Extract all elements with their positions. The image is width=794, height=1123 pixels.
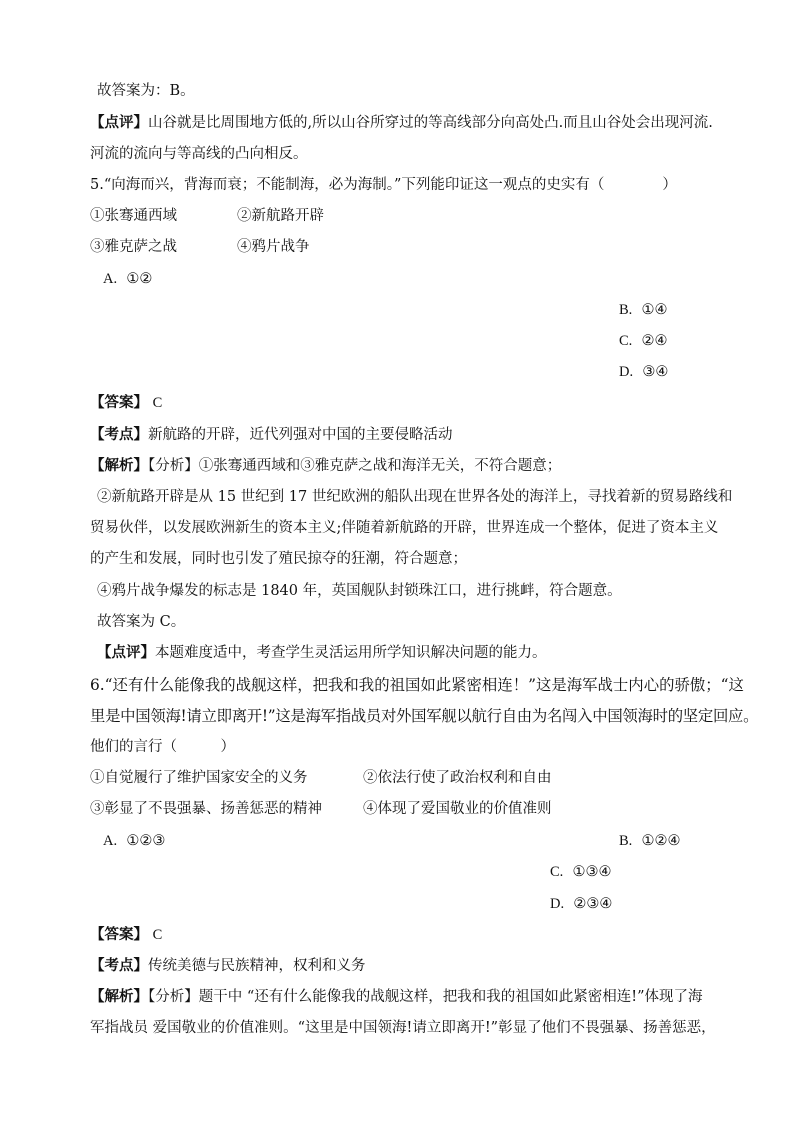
q6-stem-3: 他们的言行（ ） — [90, 739, 235, 755]
q6-item-2: ②依法行使了政治权利和自由 — [363, 770, 552, 786]
q5-option-b — [619, 303, 668, 318]
q5-jiexi-4: 的产生和发展，同时也引发了殖民掠夺的狂潮，符合题意； — [90, 551, 467, 567]
q6-option-b — [619, 834, 681, 849]
option-letter: A. — [103, 271, 118, 287]
option-text: ③④ — [642, 364, 669, 380]
q4-answer-line: 故答案为：B。 — [97, 83, 195, 99]
option-letter: C. — [619, 333, 633, 349]
q5-option-a — [103, 272, 152, 287]
q6-item-1: ①自觉履行了维护国家安全的义务 — [90, 770, 308, 786]
option-letter: B. — [619, 833, 633, 849]
answer-tag: 【答案】 — [90, 394, 148, 411]
option-text: ①②③ — [126, 833, 166, 849]
dianping-text: 本题难度适中，考查学生灵活运用所学知识解决问题的能力。 — [155, 645, 547, 661]
q5-item-3: ③雅克萨之战 — [90, 239, 177, 255]
q5-item-4: ④鸦片战争 — [237, 239, 310, 255]
option-letter: D. — [550, 896, 565, 912]
q6-jiexi-2: 军指战员 爱国敬业的价值准则。“这里是中国领海!请立即离开!”彰显了他们不畏强暴、扬善惩恶， — [90, 1020, 716, 1036]
q6-stem-2: 里是中国领海!请立即离开!”这是海军指战员对外国军舰以航行自由为名闯入中国领海时的坚定回应。 — [90, 707, 759, 725]
jiexi-tag: 【解析】 — [90, 988, 148, 1005]
comment-tag: 【点评】 — [90, 114, 148, 131]
q5-item-2: ②新航路开辟 — [237, 208, 324, 224]
option-letter: C. — [550, 864, 564, 880]
option-letter: B. — [619, 302, 633, 318]
q5-item-1: ①张骞通西域 — [90, 208, 177, 224]
q6-item-3: ③彰显了不畏强暴、扬善惩恶的精神 — [90, 801, 322, 817]
kaodian-text: 新航路的开辟，近代列强对中国的主要侵略活动 — [148, 427, 453, 443]
option-letter: D. — [619, 364, 634, 380]
q4-comment-line-1 — [90, 116, 713, 131]
q6-option-d — [550, 897, 612, 912]
option-text: ①④ — [641, 302, 668, 318]
q5-stem: 5.“向海而兴，背海而衰；不能制海，必为海制。”下列能印证这一观点的史实有（ ） — [90, 177, 677, 193]
option-text: ①② — [126, 271, 153, 287]
q5-jiexi-2: ②新航路开辟是从 15 世纪到 17 世纪欧洲的船队出现在世界各处的海洋上，寻找着新的贸易路线和 — [97, 489, 733, 505]
jiexi-tag: 【解析】 — [90, 457, 148, 474]
dianping-tag: 【点评】 — [97, 644, 155, 661]
q5-jiexi-3: 贸易伙伴，以发展欧洲新生的资本主义;伴随着新航路的开辟，世界连成一个整体，促进了资本主义 — [90, 520, 719, 536]
q6-item-4: ④体现了爱国敬业的价值准则 — [363, 801, 552, 817]
q5-kaodian — [90, 428, 453, 443]
answer-tag: 【答案】 — [90, 926, 148, 943]
option-letter: A. — [103, 833, 118, 849]
q6-jiexi-1 — [90, 990, 703, 1005]
option-text: ①③④ — [572, 864, 612, 880]
q6-answer — [90, 928, 162, 943]
answer-value: C — [152, 927, 163, 943]
option-text: ②③④ — [573, 896, 613, 912]
q5-answer — [90, 396, 162, 411]
q5-conclusion: 故答案为 C。 — [97, 614, 186, 630]
option-text: ①②④ — [641, 833, 681, 849]
q5-jiexi-5: ④鸦片战争爆发的标志是 1840 年，英国舰队封锁珠江口，进行挑衅，符合题意。 — [97, 583, 622, 599]
q5-option-d — [619, 365, 668, 380]
answer-value: C — [152, 395, 163, 411]
kaodian-text: 传统美德与民族精神，权利和义务 — [148, 958, 366, 974]
comment-text: 山谷就是比周围地方低的,所以山谷所穿过的等高线部分向高处凸.而且山谷处会出现河流. — [148, 115, 713, 131]
q5-option-c — [619, 334, 668, 349]
jiexi-text: 【分析】①张骞通西域和③雅克萨之战和海洋无关，不符合题意； — [148, 458, 562, 474]
q6-kaodian — [90, 959, 366, 974]
q4-comment-line-2: 河流的流向与等高线的凸向相反。 — [90, 146, 308, 162]
jiexi-text: 【分析】题干中 “还有什么能像我的战舰这样，把我和我的祖国如此紧密相连!”体现了海 — [148, 989, 703, 1005]
kaodian-tag: 【考点】 — [90, 426, 148, 443]
q5-dianping — [97, 646, 547, 661]
kaodian-tag: 【考点】 — [90, 957, 148, 974]
option-text: ②④ — [641, 333, 668, 349]
q6-option-c — [550, 865, 612, 880]
q5-jiexi-1 — [90, 459, 561, 474]
q6-option-a — [103, 834, 165, 849]
q6-stem-1: 6.“还有什么能像我的战舰这样，把我和我的祖国如此紧密相连！”这是海军战士内心的骄傲；“这 — [90, 676, 744, 694]
